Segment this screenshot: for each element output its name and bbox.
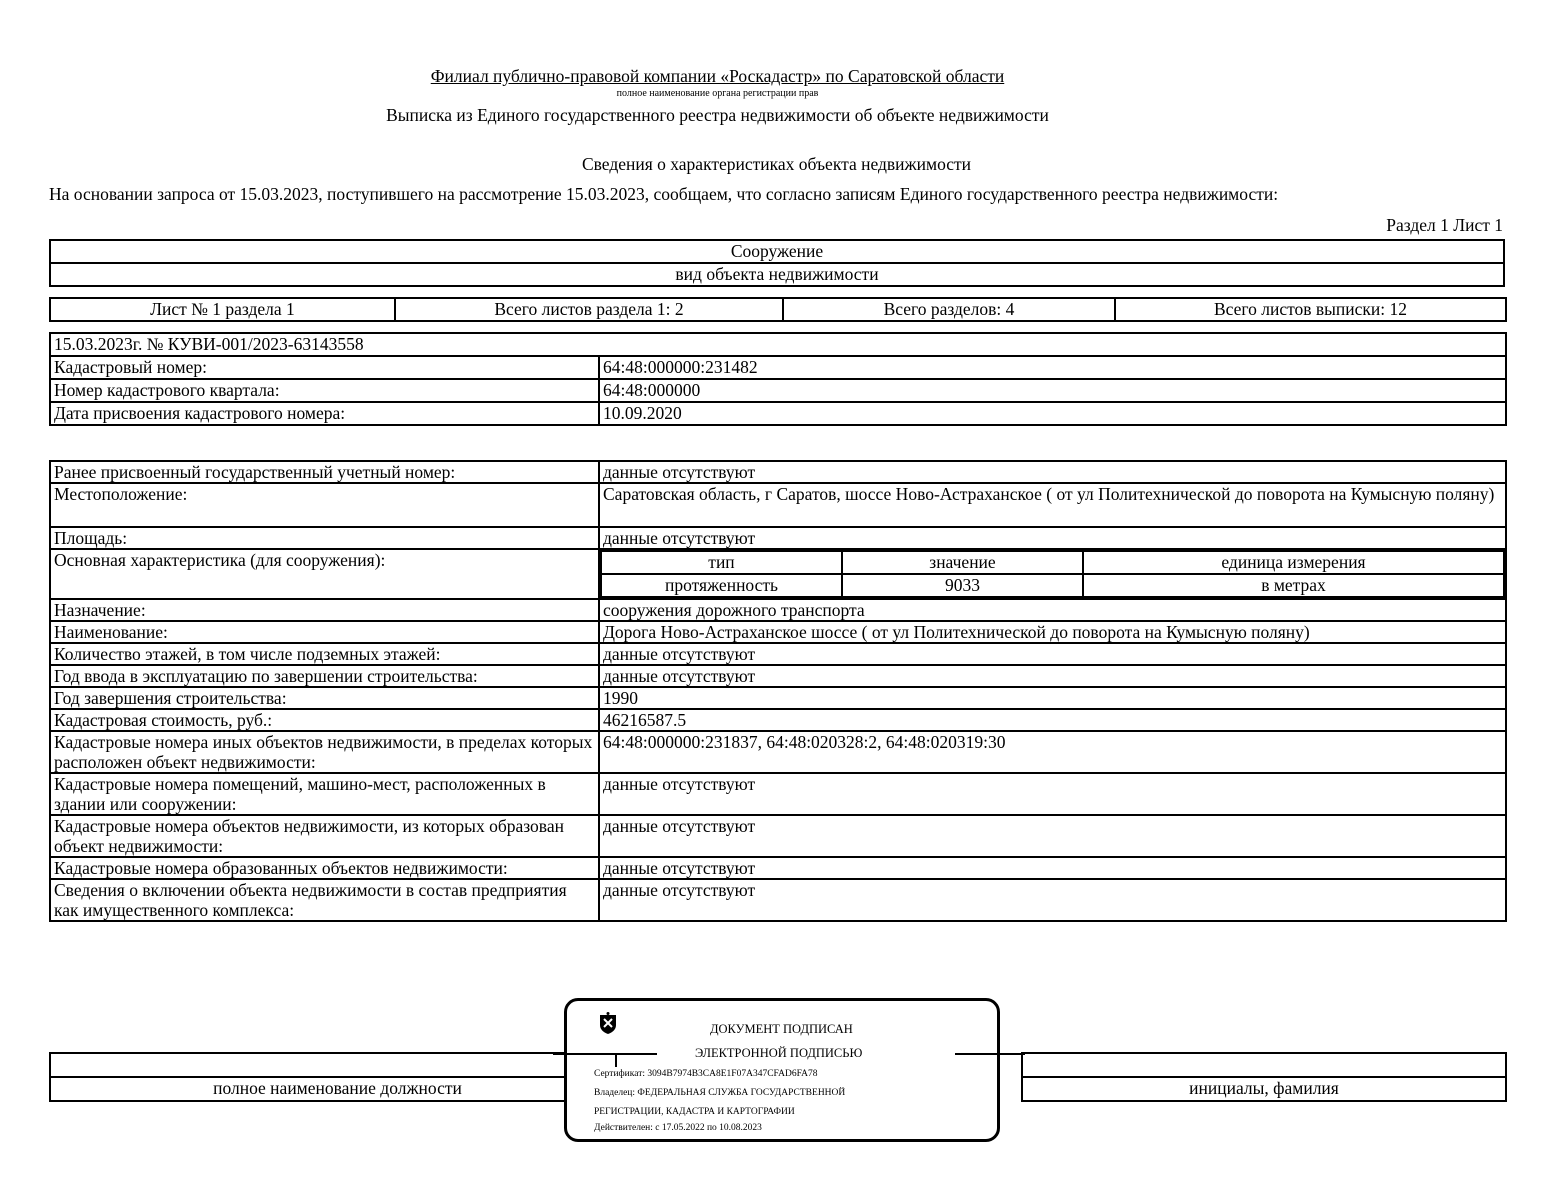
source-objects-value: данные отсутствуют: [599, 815, 1506, 857]
emblem-icon: [597, 1011, 619, 1035]
char-head-type: тип: [601, 551, 842, 574]
table-row: [50, 621, 1506, 643]
name-value: Дорога Ново-Астраханское шоссе ( от ул Политехнической до поворота на Кумысную поляну): [599, 621, 1506, 643]
main-characteristic-cell: [599, 549, 1506, 599]
table-row: [50, 773, 1506, 815]
table-row: [50, 643, 1506, 665]
commission-year-value: данные отсутствуют: [599, 665, 1506, 687]
table-row: [50, 815, 1506, 857]
main-characteristic-table: [600, 550, 1505, 598]
char-head-value: значение: [842, 551, 1083, 574]
name-caption: инициалы, фамилия: [1022, 1077, 1506, 1101]
source-objects-label: Кадастровые номера объектов недвижимости, из которых образован объект недвижимости:: [50, 815, 599, 857]
electronic-signature-stamp: [564, 998, 1000, 1142]
org-name: Филиал публично-правовой компании «Роскадастр» по Саратовской области: [430, 66, 1005, 86]
table-row: [50, 356, 1506, 379]
stamp-title-line2: ЭЛЕКТРОННОЙ ПОДПИСЬЮ: [695, 1046, 863, 1060]
char-head-unit: единица измерения: [1083, 551, 1504, 574]
area-label: Площадь:: [50, 527, 599, 549]
document-title: Выписка из Единого государственного реестра недвижимости об объекте недвижимости: [386, 105, 1049, 125]
enterprise-label: Сведения о включении объекта недвижимости в состав предприятия как имущественного комплекса:: [50, 879, 599, 921]
row-label: Дата присвоения кадастрового номера:: [50, 402, 599, 425]
cost-label: Кадастровая стоимость, руб.:: [50, 709, 599, 731]
row-label: Кадастровый номер:: [50, 356, 599, 379]
sheet-reference: Раздел 1 Лист 1: [1386, 215, 1503, 235]
area-value: данные отсутствуют: [599, 527, 1506, 549]
table-row: [50, 665, 1506, 687]
table-row: [50, 483, 1506, 527]
table-row: [50, 709, 1506, 731]
floors-value: данные отсутствуют: [599, 643, 1506, 665]
stamp-title-line1: ДОКУМЕНТ ПОДПИСАН: [710, 1022, 853, 1036]
prev-number-label: Ранее присвоенный государственный учетный номер:: [50, 461, 599, 483]
table-row: [50, 402, 1506, 425]
org-caption: полное наименование органа регистрации прав: [616, 88, 819, 99]
section-sheets-total: Всего листов раздела 1: 2: [395, 298, 783, 321]
request-basis: На основании запроса от 15.03.2023, поступившего на рассмотрение 15.03.2023, сообщаем, что согласно записям Единого государственного реестра недвижимости:: [49, 184, 1279, 204]
table-row: [50, 549, 1506, 599]
stamp-rule-right: [955, 1053, 1025, 1055]
stamp-certificate: Сертификат: 3094B7974B3CA8E1F07A347CFAD6FA78: [594, 1069, 818, 1079]
table-row: [50, 731, 1506, 773]
stamp-owner-line2: РЕГИСТРАЦИИ, КАДАСТРА И КАРТОГРАФИИ: [594, 1107, 795, 1117]
cadastral-info-table: [49, 332, 1507, 426]
sheets-table: [49, 297, 1507, 322]
stamp-tick: [615, 1053, 617, 1067]
position-caption: полное наименование должности: [50, 1077, 625, 1101]
table-row: [50, 687, 1506, 709]
formed-objects-value: данные отсутствуют: [599, 857, 1506, 879]
position-field: [50, 1053, 625, 1077]
formed-objects-label: Кадастровые номера образованных объектов недвижимости:: [50, 857, 599, 879]
table-row: [50, 879, 1506, 921]
name-field: [1022, 1053, 1506, 1077]
section-title: Сведения о характеристиках объекта недвижимости: [581, 154, 972, 174]
table-row: [50, 599, 1506, 621]
record-number: 15.03.2023г. № КУВИ-001/2023-63143558: [50, 333, 1506, 356]
cost-value: 46216587.5: [599, 709, 1506, 731]
char-unit: в метрах: [1083, 574, 1504, 597]
floors-label: Количество этажей, в том числе подземных этажей:: [50, 643, 599, 665]
name-label: Наименование:: [50, 621, 599, 643]
other-objects-value: 64:48:000000:231837, 64:48:020328:2, 64:48:020319:30: [599, 731, 1506, 773]
table-row: [50, 461, 1506, 483]
table-row: [50, 379, 1506, 402]
commission-year-label: Год ввода в эксплуатацию по завершении строительства:: [50, 665, 599, 687]
stamp-validity: Действителен: с 17.05.2022 по 10.08.2023: [594, 1123, 762, 1133]
purpose-label: Назначение:: [50, 599, 599, 621]
stamp-owner-line1: Владелец: ФЕДЕРАЛЬНАЯ СЛУЖБА ГОСУДАРСТВЕННОЙ: [594, 1088, 846, 1098]
char-type: протяженность: [601, 574, 842, 597]
characteristics-table: [49, 460, 1507, 922]
other-objects-label: Кадастровые номера иных объектов недвижимости, в пределах которых расположен объект недвижимости:: [50, 731, 599, 773]
extract-sheets-total: Всего листов выписки: 12: [1115, 298, 1506, 321]
premises-label: Кадастровые номера помещений, машино-мест, расположенных в здании или сооружении:: [50, 773, 599, 815]
row-value: 10.09.2020: [599, 402, 1506, 425]
char-value: 9033: [842, 574, 1083, 597]
row-value: 64:48:000000:231482: [599, 356, 1506, 379]
prev-number-value: данные отсутствуют: [599, 461, 1506, 483]
location-value: Саратовская область, г Саратов, шоссе Ново-Астраханское ( от ул Политехнической до поворота на Кумысную поляну): [599, 483, 1506, 527]
build-year-label: Год завершения строительства:: [50, 687, 599, 709]
premises-value: данные отсутствуют: [599, 773, 1506, 815]
row-label: Номер кадастрового квартала:: [50, 379, 599, 402]
location-label: Местоположение:: [50, 483, 599, 527]
sections-total: Всего разделов: 4: [783, 298, 1115, 321]
sheet-number: Лист № 1 раздела 1: [50, 298, 395, 321]
enterprise-value: данные отсутствуют: [599, 879, 1506, 921]
table-row: [50, 857, 1506, 879]
build-year-value: 1990: [599, 687, 1506, 709]
row-value: 64:48:000000: [599, 379, 1506, 402]
stamp-rule-left: [553, 1053, 657, 1055]
table-row: [50, 527, 1506, 549]
purpose-value: сооружения дорожного транспорта: [599, 599, 1506, 621]
object-type-table: [49, 239, 1505, 287]
object-type-value: Сооружение: [50, 240, 1504, 263]
object-type-caption: вид объекта недвижимости: [50, 263, 1504, 286]
main-characteristic-label: Основная характеристика (для сооружения):: [50, 549, 599, 599]
